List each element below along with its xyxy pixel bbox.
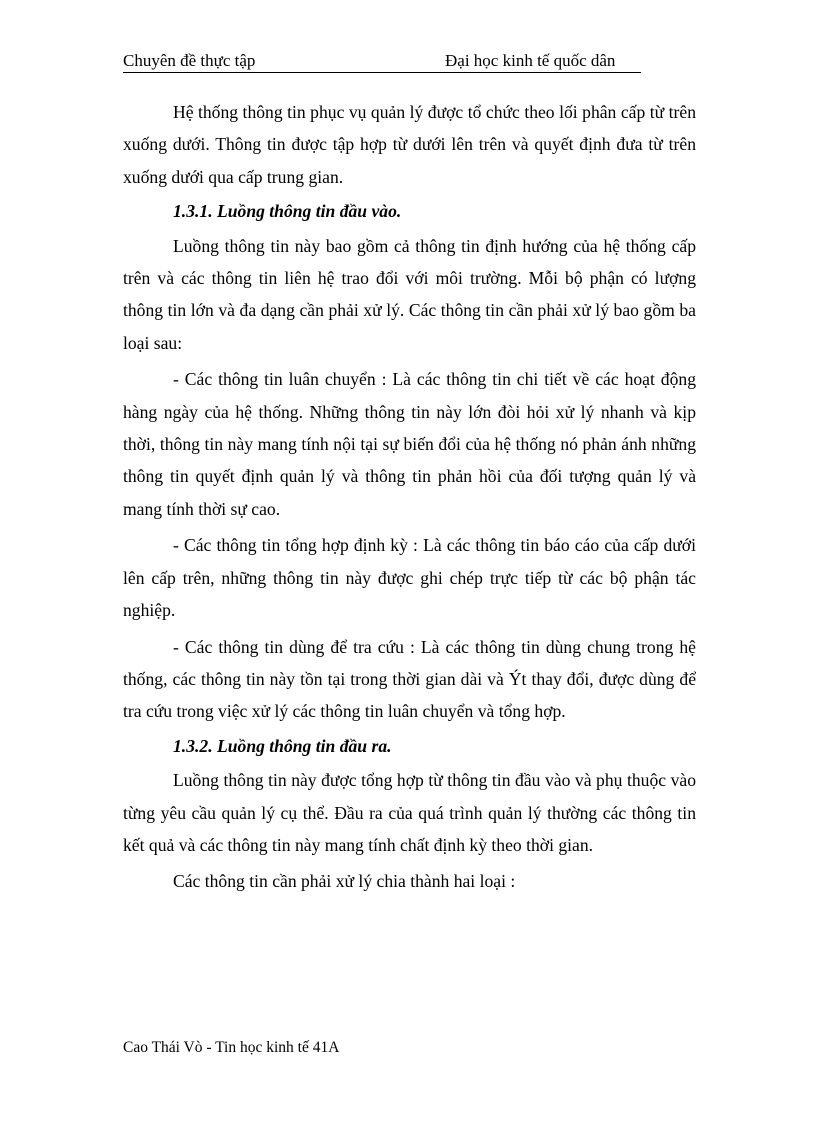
paragraph-output-flow: Luồng thông tin này được tổng hợp từ thông tin đầu vào và phụ thuộc vào từng yêu cầu quản lý cụ thể. Đầu ra của quá trình quản lý thường các thông tin kết quả và các thông tin này mang tính chất định kỳ theo thời gian. — [123, 770, 696, 855]
page-header — [123, 50, 641, 73]
paragraph-intro: Hệ thống thông tin phục vụ quản lý được tổ chức theo lối phân cấp từ trên xuống dưới. Thông tin được tập hợp từ dưới lên trên và quyết định đưa từ trên xuống dưới qua cấp trung gian. — [123, 102, 696, 187]
paragraph-input-flow: Luồng thông tin này bao gồm cả thông tin định hướng của hệ thống cấp trên và các thông tin liên hệ trao đổi với môi trường. Mỗi bộ phận có lượng thông tin lớn và đa dạng cần phải xử lý. Các thông tin cần phải xử lý bao gồm ba loại sau: — [123, 235, 696, 353]
header-right-title: Đại học kinh tế quốc dân — [445, 51, 616, 70]
section-heading-input-flow: 1.3.1. Luồng thông tin đầu vào. — [173, 201, 402, 222]
paragraph-periodic-info: - Các thông tin tổng hợp định kỳ : Là các thông tin báo cáo của cấp dưới lên cấp trên, những thông tin này được ghi chép trực tiếp từ các bộ phận tác nghiệp. — [123, 535, 696, 621]
paragraph-reference-info: - Các thông tin dùng để tra cứu : Là các thông tin dùng chung trong hệ thống, các thông tin này tồn tại trong thời gian dài và Ýt thay đổi, được dùng để tra cứu trong việc xử lý các thông tin luân chuyển và tổng hợp. — [123, 636, 696, 722]
document-body — [123, 96, 696, 898]
paragraph-circulating-info: - Các thông tin luân chuyển : Là các thông tin chi tiết về các hoạt động hàng ngày của hệ thống. Những thông tin này lớn đòi hỏi xử lý nhanh và kịp thời, thông tin này mang tính nội tại sự biến đổi của hệ thống nó phản ánh những thông tin quyết định quản lý và thông tin phản hồi của đối tượng quản lý và mang tính thời sự cao. — [123, 369, 696, 519]
section-heading-output-flow: 1.3.2. Luồng thông tin đầu ra. — [173, 735, 392, 756]
paragraph-two-types: Các thông tin cần phải xử lý chia thành hai loại : — [173, 871, 516, 892]
header-left-title: Chuyên đề thực tập — [123, 51, 256, 70]
page-footer: Cao Thái Vò - Tin học kinh tế 41A — [123, 1039, 340, 1056]
